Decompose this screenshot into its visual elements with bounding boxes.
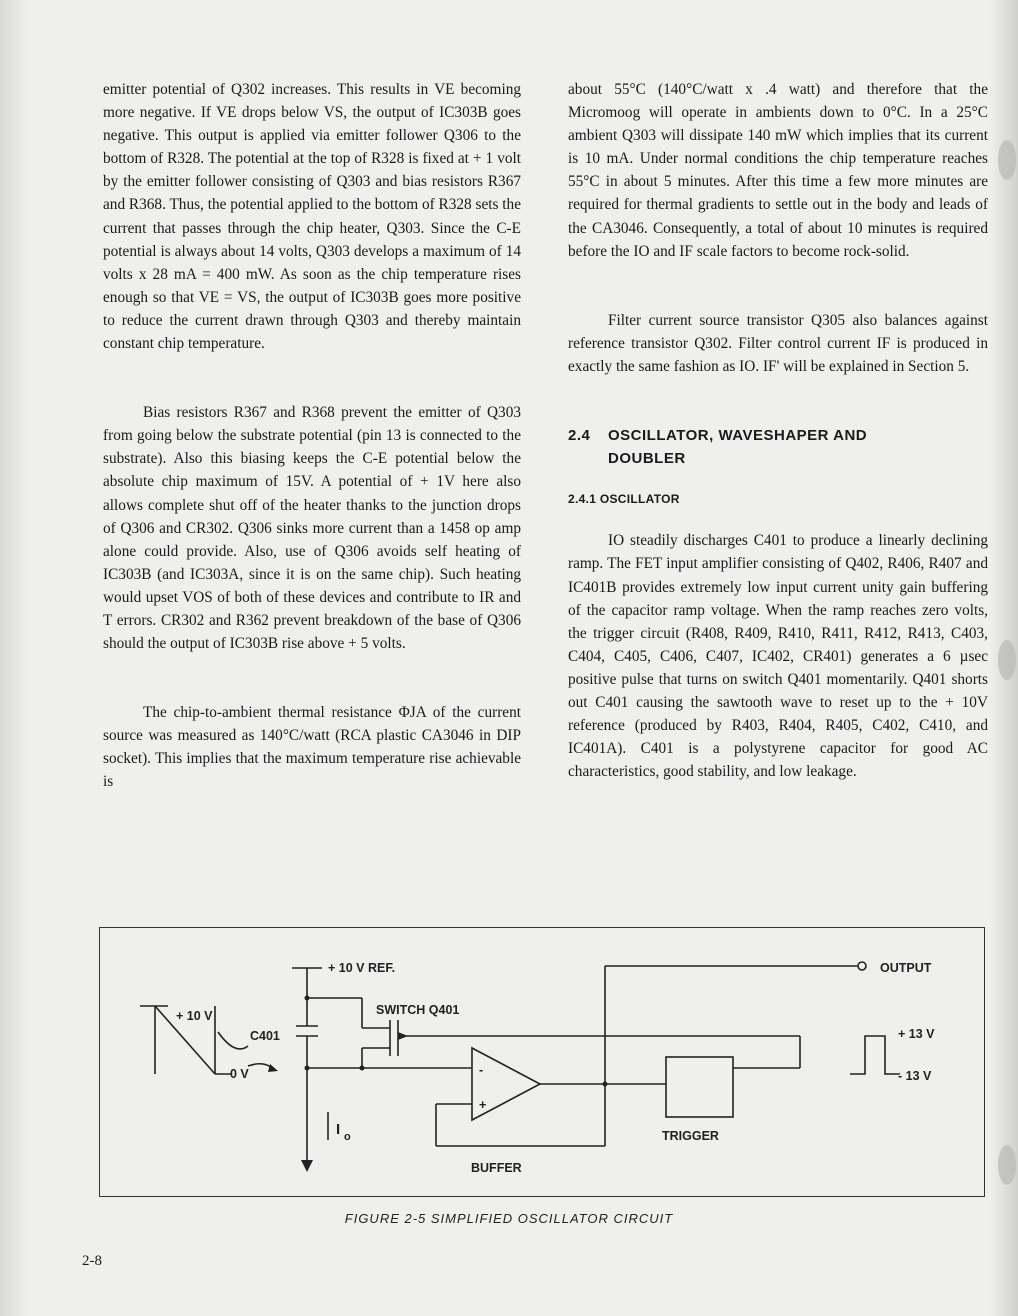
buffer-label: BUFFER xyxy=(471,1161,522,1175)
binder-hole xyxy=(998,1145,1016,1185)
binder-hole xyxy=(998,640,1016,680)
subsection-heading: 2.4.1 OSCILLATOR xyxy=(568,492,680,507)
cap-label: C401 xyxy=(250,1029,280,1043)
right-column xyxy=(568,78,988,783)
pulse-top-label: + 13 V xyxy=(898,1027,935,1041)
current-label: I xyxy=(336,1121,341,1138)
paragraph: Bias resistors R367 and R368 prevent the emitter of Q303 from going below the substrate potential (pin 13 is connected to the substrate). Also this biasing keeps the C-E potential below the absolute chip maximum of 15V. A potential of + 1V here also allows complete shut off of the heater thanks to the junction drops of Q306 and CR302. Q306 sinks more current than a 1458 op amp alone could provide. Also, use of Q306 avoids self heating of IC303B (and IC303A, since it is on the same chip). Such heating would upset VOS of both of these devices and contribute to IR and T errors. CR302 and R362 prevent breakdown of the base of Q306 should the output of IC303B rise above + 5 volts. xyxy=(103,404,521,653)
current-subscript: o xyxy=(344,1131,351,1143)
section-number: 2.4 xyxy=(568,427,591,445)
page-edge-left xyxy=(0,0,30,1316)
binder-hole xyxy=(998,140,1016,180)
paragraph: Filter current source transistor Q305 also balances against reference transistor Q302. Filter control current IF is produced in exactly the same fashion as IO. IF' will be explained in Section 5. xyxy=(568,311,988,375)
output-label: OUTPUT xyxy=(880,961,932,975)
paragraph: emitter potential of Q302 increases. This results in VE becoming more negative. If VE drops below VS, the output of IC303B goes negative. This output is applied via emitter follower Q306 to the bottom of R328. The potential at the top of R328 is fixed at + 1 volt by the emitter follower consisting of Q303 and bias resistors R367 and R368. Thus, the potential applied to the bottom of R328 sets the current that passes through the chip heater, Q303. Since the C-E potential is always about 14 volts, Q303 develops a maximum of 14 volts x 28 mA = 400 mW. As soon as the chip temperature rises enough so that VE = VS, the output of IC303B goes more positive to reduce the current drawn through Q303 and thereby maintain constant chip temperature. xyxy=(103,81,521,353)
ramp-bottom-label: 0 V xyxy=(230,1067,249,1081)
page-number: 2-8 xyxy=(82,1253,102,1269)
paragraph: IO steadily discharges C401 to produce a linearly declining ramp. The FET input amplifier consisting of Q402, R406, R407 and IC401B provides extremely low input current unity gain buffering of the capacitor ramp voltage. When the ramp reaches zero volts, the trigger circuit (R408, R409, R410, R411, R412, R413, C403, C404, C405, C406, C407, IC402, CR401) generates a 6 µsec positive pulse that turns on switch Q401 momentarily. Q401 shorts out C401 causing the sawtooth wave to reset up to the + 10V reference (produced by R403, R404, R405, C402, C410, and IC401A). C401 is a polystyrene capacitor for good AC characteristics, good stability, and low leakage. xyxy=(568,532,988,781)
ramp-top-label: + 10 V xyxy=(176,1009,213,1023)
paragraph: The chip-to-ambient thermal resistance ΦJA of the current source was measured as 140°C/watt (RCA plastic CA3046 in DIP socket). This implies that the maximum temperature rise achievable is xyxy=(103,704,521,791)
left-column xyxy=(103,78,521,794)
oscillator-schematic xyxy=(100,928,984,1196)
minus-input-label: - xyxy=(479,1063,484,1077)
paragraph: about 55°C (140°C/watt x .4 watt) and therefore that the Micromoog will operate in ambients down to 0°C. In a 25°C ambient Q303 will dissipate 140 mW which implies that its current is 10 mA. Under normal conditions the chip temperature reaches 55°C in about 5 minutes. After this time a few more minutes are required for thermal gradients to settle out in the body and leads of the CA3046. Consequently, a total of about 10 minutes is required before the IO and IF scale factors to become rock-solid. xyxy=(568,81,988,260)
trigger-label: TRIGGER xyxy=(662,1129,719,1143)
figure-caption: FIGURE 2-5 SIMPLIFIED OSCILLATOR CIRCUIT xyxy=(344,1211,674,1226)
section-heading xyxy=(568,424,988,470)
plus-input-label: + xyxy=(479,1098,487,1112)
figure-box xyxy=(99,927,985,1197)
pulse-bottom-label: - 13 V xyxy=(898,1069,932,1083)
section-title: OSCILLATOR, WAVESHAPER AND DOUBLER xyxy=(608,427,868,468)
switch-label: SWITCH Q401 xyxy=(376,1003,460,1017)
ref-label: + 10 V REF. xyxy=(328,961,396,975)
